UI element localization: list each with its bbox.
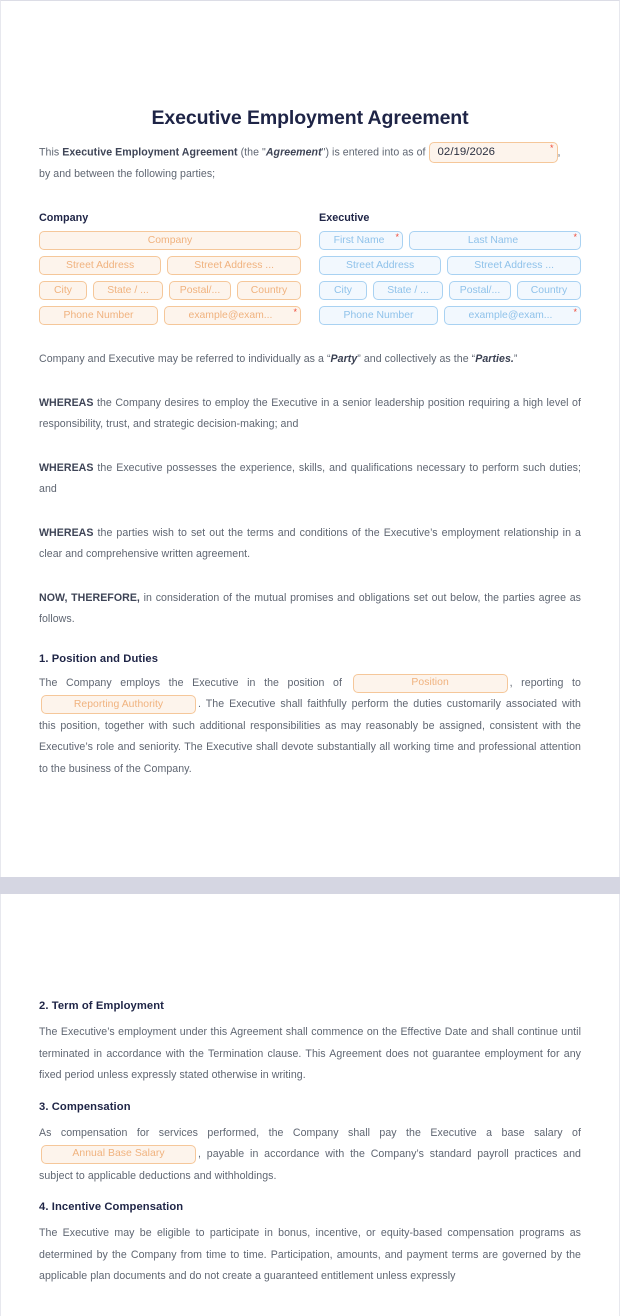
executive-email-input[interactable]: [444, 306, 581, 325]
parties-def-c: ”: [513, 353, 518, 366]
executive-contact-row: [319, 306, 581, 325]
company-locale-row: [39, 281, 301, 300]
reporting-authority-input[interactable]: Reporting Authority: [41, 695, 196, 714]
section-1-text-a: The Company employs the Executive in the position of: [39, 676, 351, 689]
executive-street-address-1-input[interactable]: Street Address: [319, 256, 441, 275]
executive-city-input[interactable]: City: [319, 281, 367, 300]
executive-postal-input[interactable]: Postal/...: [449, 281, 511, 300]
whereas-text-3: the parties wish to set out the terms and conditions of the Executive’s employment relationship in a clear and comprehensive written agreement.: [39, 526, 581, 561]
company-street-row: [39, 256, 301, 275]
parties-def-a: Company and Executive may be referred to individually as a “: [39, 353, 331, 366]
page-title: Executive Employment Agreement: [151, 107, 469, 129]
section-3-heading: 3. Compensation: [39, 1100, 131, 1113]
parties-term: Parties.: [475, 353, 514, 366]
required-asterisk-icon: *: [395, 232, 399, 243]
parties-def-b: ” and collectively as the “: [357, 353, 476, 366]
executive-name-row: [319, 231, 581, 250]
executive-street-address-2-input[interactable]: Street Address ...: [447, 256, 581, 275]
intro-text-the-close: ") is entered into as of: [321, 146, 429, 159]
whereas-label: WHEREAS: [39, 396, 94, 409]
intro-text-the-open: (the ": [237, 146, 266, 159]
executive-locale-row: [319, 281, 581, 300]
executive-heading: Executive: [319, 212, 370, 225]
parties-section: [39, 212, 581, 331]
document-page-2: [0, 894, 620, 1316]
section-4-paragraph: The Executive may be eligible to participate in bonus, incentive, or equity-based compensation programs as determined by the Company from time to time. Participation, amounts, and payment terms are governed by the applicable plan documents and do not create a guaranteed entitlement unless expressly: [39, 1227, 581, 1282]
now-therefore-text: in consideration of the mutual promises and obligations set out below, the parties agree as follows.: [39, 591, 582, 626]
executive-email-placeholder: example@exam...: [468, 309, 553, 321]
company-column: [39, 212, 301, 331]
section-1-text-c: . The Executive shall faithfully perform the duties customarily associated with this position, together with such additional responsibilities as may reasonably be assigned, consistent with the Executive’s role and seniority. The Executive shall devote substantially all working time and professional attention to the business of the Company.: [39, 698, 581, 775]
company-phone-input[interactable]: Phone Number: [39, 306, 158, 325]
required-asterisk-icon: *: [549, 143, 554, 153]
now-therefore-paragraph: [39, 588, 581, 631]
executive-last-name-placeholder: Last Name: [467, 234, 519, 246]
company-postal-input[interactable]: Postal/...: [169, 281, 231, 300]
whereas-paragraph-1: [39, 393, 581, 436]
position-input[interactable]: Position: [353, 674, 508, 693]
intro-agreement-bold: Executive Employment Agreement: [62, 146, 238, 159]
company-country-input[interactable]: Country: [237, 281, 301, 300]
whereas-label: WHEREAS: [39, 461, 94, 474]
section-2-heading: 2. Term of Employment: [39, 1000, 164, 1012]
company-street-address-2-input[interactable]: Street Address ...: [167, 256, 301, 275]
company-heading: Company: [39, 212, 89, 225]
intro-comma: ,: [557, 146, 561, 159]
party-term: Party: [330, 353, 358, 366]
required-asterisk-icon: *: [573, 307, 578, 318]
company-email-placeholder: example@exam...: [188, 309, 273, 321]
executive-first-name-input[interactable]: [319, 231, 403, 250]
required-asterisk-icon: *: [573, 232, 577, 243]
whereas-paragraph-3: [39, 523, 581, 566]
parties-definition-paragraph: [39, 349, 581, 371]
section-2-paragraph: The Executive’s employment under this Agreement shall commence on the Effective Date and shall continue until terminated in accordance with the Termination clause. This Agreement does not guarantee employment for any fixed period unless expressly stated otherwise in writing.: [39, 1026, 581, 1081]
executive-country-input[interactable]: Country: [517, 281, 581, 300]
whereas-label: WHEREAS: [39, 526, 94, 539]
executive-first-name-placeholder: First Name: [333, 234, 385, 246]
intro-agreement-italic: Agreement: [265, 146, 322, 159]
company-city-input[interactable]: City: [39, 281, 87, 300]
section-3-paragraph: [39, 1123, 581, 1188]
annual-base-salary-input[interactable]: Annual Base Salary: [41, 1145, 196, 1164]
company-email-input[interactable]: [164, 306, 301, 325]
intro-text-lead: This: [39, 146, 63, 159]
now-therefore-label: NOW, THEREFORE,: [39, 591, 140, 604]
executive-street-row: [319, 256, 581, 275]
effective-date-value: 02/19/2026: [437, 145, 496, 158]
executive-last-name-input[interactable]: [409, 231, 581, 250]
page-break-separator: [0, 877, 620, 894]
section-4-heading: 4. Incentive Compensation: [39, 1201, 184, 1213]
whereas-text-2: the Executive possesses the experience, skills, and qualifications necessary to perform such duties; and: [39, 461, 581, 496]
section-1-heading: 1. Position and Duties: [39, 652, 159, 665]
section-3-text-a: As compensation for services performed, the Company shall pay the Executive a base salary of: [39, 1126, 581, 1139]
required-asterisk-icon: *: [293, 307, 298, 318]
whereas-text-1: the Company desires to employ the Executive in a senior leadership position requiring a high level of responsibility, trust, and strategic decision-making; and: [39, 396, 581, 431]
section-3-text-b: , payable in accordance with the Company’s standard payroll practices and subject to applicable deductions and withholdings.: [39, 1148, 581, 1182]
intro-tail: by and between the following parties;: [39, 167, 216, 180]
whereas-paragraph-2: [39, 458, 581, 501]
section-1-text-b: , reporting to: [509, 676, 581, 689]
company-name-input[interactable]: Company: [39, 231, 301, 250]
company-state-input[interactable]: State / ...: [93, 281, 163, 300]
company-name-row: [39, 231, 301, 250]
executive-column: [319, 212, 581, 331]
executive-state-input[interactable]: State / ...: [373, 281, 443, 300]
company-contact-row: [39, 306, 301, 325]
company-street-address-1-input[interactable]: Street Address: [39, 256, 161, 275]
intro-paragraph: [39, 142, 581, 185]
effective-date-field[interactable]: [429, 142, 558, 163]
executive-phone-input[interactable]: Phone Number: [319, 306, 438, 325]
section-1-paragraph: [39, 673, 581, 781]
